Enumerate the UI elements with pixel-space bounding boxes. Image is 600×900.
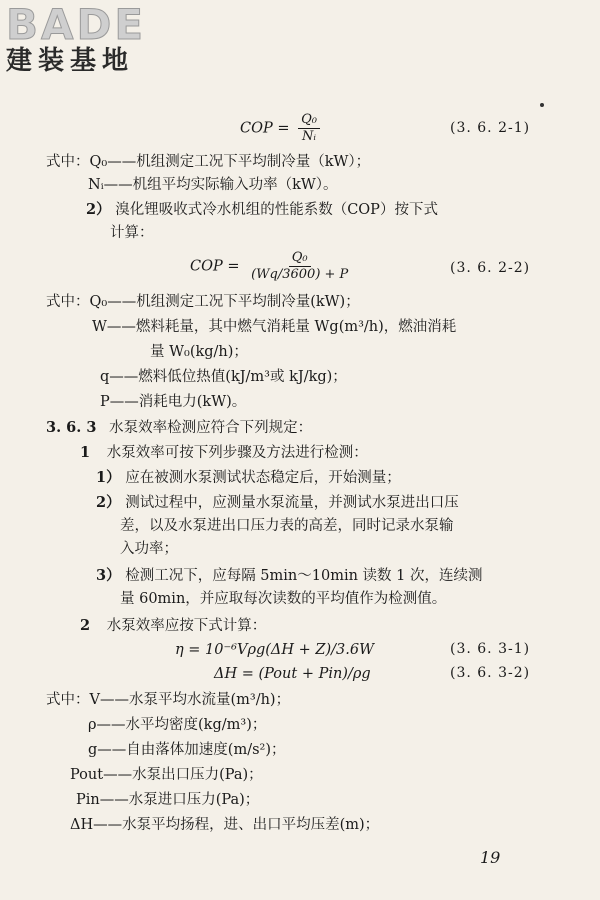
formula-lhs: COP = [240, 120, 290, 137]
item-text: 溴化锂吸收式冷水机组的性能系数（COP）按下式 [115, 202, 438, 218]
logo-subtitle: 建装基地 [6, 46, 135, 76]
list-item-2 [86, 200, 438, 220]
where-line: ΔH——水泵平均扬程，进、出口平均压差(m)； [70, 817, 380, 833]
step-number: 3） [96, 567, 121, 584]
where-line: 式中：Q₀——机组测定工况下平均制冷量（kW）； [46, 154, 371, 170]
step-text: 测试过程中，应测量水泵流量，并测试水泵进出口压 [125, 495, 459, 511]
where-line: Nᵢ——机组平均实际输入功率（kW）。 [88, 177, 338, 193]
where-line: Pout——水泵出口压力(Pa)； [70, 767, 263, 783]
bade-logo [6, 2, 181, 76]
formula-3-6-3-1: η = 10⁻⁶Vρg(ΔH + Z)/3.6W [175, 642, 374, 658]
numerator: Q₀ [298, 112, 320, 129]
fraction [248, 250, 351, 283]
step-1 [96, 468, 401, 488]
page-number: 19 [480, 848, 501, 867]
step-text-continued: 差，以及水泵进出口压力表的高差，同时记录水泵输 [120, 518, 454, 534]
list-item-2b [80, 616, 266, 636]
equation-number: (3. 6. 3-2) [450, 665, 531, 681]
fraction [298, 112, 320, 145]
where-line: 式中：V——水泵平均水流量(m³/h)； [46, 692, 291, 708]
equation-number: (3. 6. 2-2) [450, 260, 531, 276]
item-number: 1 [80, 444, 91, 461]
formula-lhs: COP = [190, 258, 240, 275]
logo-wordmark: BADE [6, 0, 147, 49]
item-text-continued: 计算： [110, 225, 154, 241]
list-item-1 [80, 443, 368, 463]
step-text-continued: 量 60min，并应取每次读数的平均值作为检测值。 [120, 591, 447, 607]
numerator: Q₀ [289, 250, 311, 267]
step-number: 2） [96, 494, 121, 511]
where-line: W——燃料耗量，其中燃气消耗量 Wg(m³/h)，燃油消耗 [92, 319, 457, 335]
formula-3-6-3-2: ΔH = (Pout + Pin)/ρg [214, 666, 371, 682]
item-text: 水泵效率应按下式计算： [106, 618, 267, 634]
section-3-6-3 [46, 418, 312, 438]
step-2 [96, 493, 459, 513]
denominator: Nᵢ [302, 129, 317, 144]
scan-speck [540, 103, 544, 107]
where-line: 量 W₀(kg/h)； [150, 344, 248, 360]
section-text: 水泵效率检测应符合下列规定： [109, 420, 313, 436]
step-number: 1） [96, 469, 121, 486]
step-text-continued: 入功率； [120, 541, 178, 557]
where-line: 式中：Q₀——机组测定工况下平均制冷量(kW)； [46, 294, 360, 310]
section-number: 3. 6. 3 [46, 419, 97, 436]
where-line: ρ——水平均密度(kg/m³)； [88, 717, 267, 733]
item-text: 水泵效率可按下列步骤及方法进行检测： [106, 445, 368, 461]
item-number: 2 [80, 617, 91, 634]
item-number: 2） [86, 201, 111, 218]
formula-3-6-2-2 [190, 250, 351, 283]
formula-3-6-2-1 [240, 112, 320, 145]
where-line: Pin——水泵进口压力(Pa)； [76, 792, 260, 808]
equation-number: (3. 6. 2-1) [450, 120, 531, 136]
step-text: 应在被测水泵测试状态稳定后，开始测量； [125, 470, 401, 486]
step-text: 检测工况下，应每隔 5min～10min 读数 1 次，连续测 [125, 568, 483, 584]
where-line: q——燃料低位热值(kJ/m³或 kJ/kg)； [100, 369, 347, 385]
denominator: (Wq/3600) + P [251, 267, 349, 282]
where-line: P——消耗电力(kW)。 [100, 394, 247, 410]
step-3 [96, 566, 483, 586]
where-line: g——自由落体加速度(m/s²)； [88, 742, 286, 758]
equation-number: (3. 6. 3-1) [450, 641, 531, 657]
